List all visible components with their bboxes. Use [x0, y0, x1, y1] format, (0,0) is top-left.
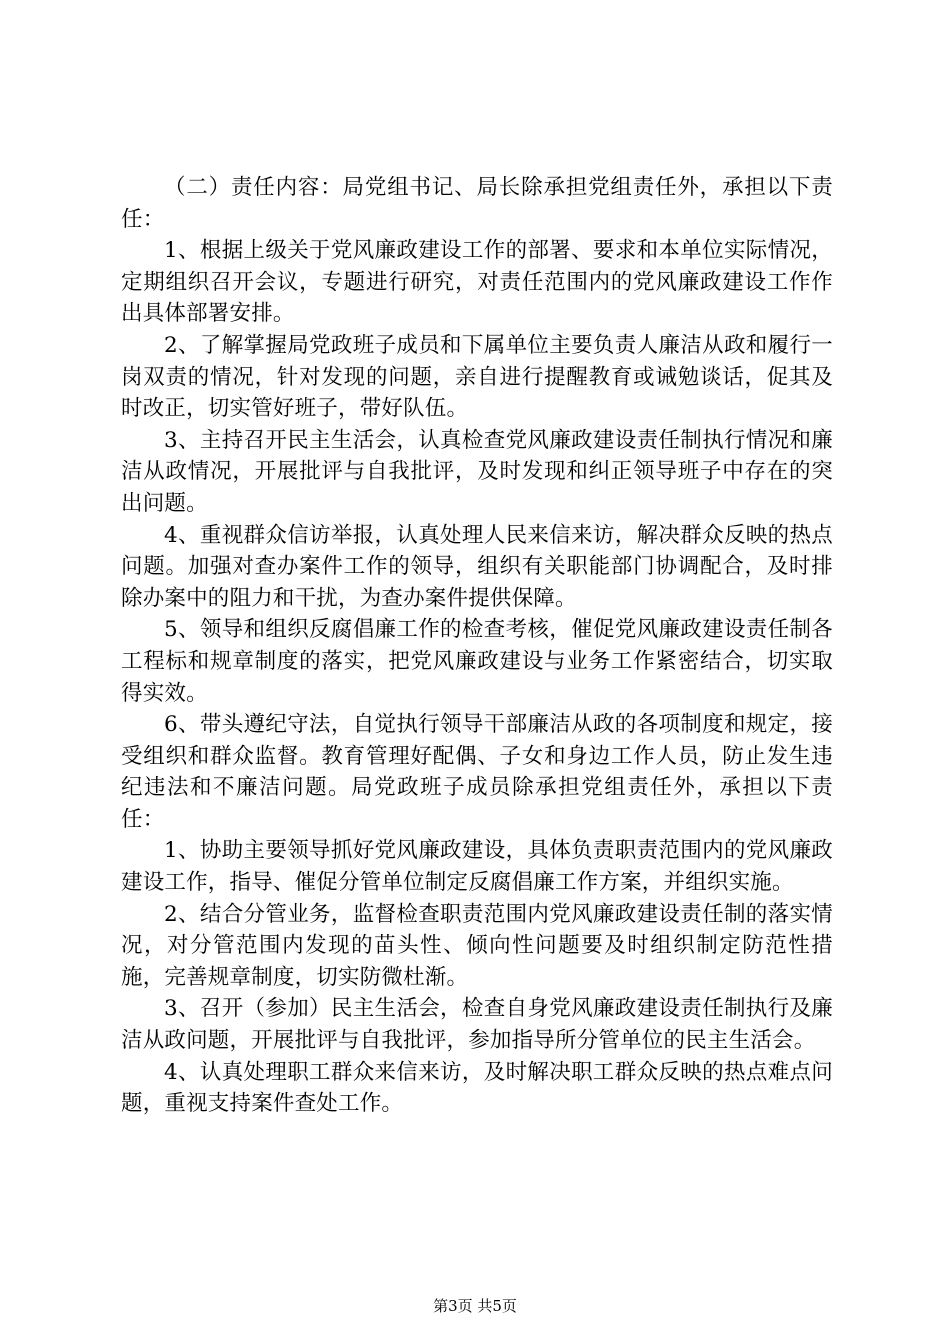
paragraph-item: 2、了解掌握局党政班子成员和下属单位主要负责人廉洁从政和履行一岗双责的情况，针对发现的问题，亲自进行提醒教育或诫勉谈话，促其及时改正，切实管好班子，带好队伍。 [121, 332, 833, 422]
paragraph-item: 3、主持召开民主生活会，认真检查党风廉政建设责任制执行情况和廉洁从政情况，开展批评与自我批评，及时发现和纠正领导班子中存在的突出问题。 [121, 427, 833, 516]
document-body [121, 172, 833, 1120]
paragraph-item: 5、领导和组织反腐倡廉工作的检查考核，催促党风廉政建设责任制各工程标和规章制度的落实，把党风廉政建设与业务工作紧密结合，切实取得实效。 [121, 617, 833, 706]
paragraph-item: 1、协助主要领导抓好党风廉政建设，具体负责职责范围内的党风廉政建设工作，指导、催促分管单位制定反腐倡廉工作方案，并组织实施。 [121, 838, 833, 896]
paragraph-item: 1、根据上级关于党风廉政建设工作的部署、要求和本单位实际情况，定期组织召开会议，专题进行研究，对责任范围内的党风廉政建设工作作出具体部署安排。 [121, 238, 833, 327]
paragraph-item: 2、结合分管业务，监督检查职责范围内党风廉政建设责任制的落实情况，对分管范围内发现的苗头性、倾向性问题要及时组织制定防范性措施，完善规章制度，切实防微杜渐。 [121, 901, 833, 990]
paragraph-item: 3、召开（参加）民主生活会，检查自身党风廉政建设责任制执行及廉洁从政问题，开展批评与自我批评，参加指导所分管单位的民主生活会。 [121, 996, 833, 1054]
paragraph-section-heading: （二）责任内容：局党组书记、局长除承担党组责任外，承担以下责任： [121, 175, 833, 232]
paragraph-item: 4、重视群众信访举报，认真处理人民来信来访，解决群众反映的热点问题。加强对查办案件工作的领导，组织有关职能部门协调配合，及时排除办案中的阻力和干扰，为查办案件提供保障。 [121, 522, 833, 611]
paragraph-item: 6、带头遵纪守法，自觉执行领导干部廉洁从政的各项制度和规定，接受组织和群众监督。教育管理好配偶、子女和身边工作人员，防止发生违纪违法和不廉洁问题。局党政班子成员除承担党组责任外，承担以下责任： [121, 712, 833, 832]
paragraph-item: 4、认真处理职工群众来信来访，及时解决职工群众反映的热点难点问题，重视支持案件查处工作。 [121, 1059, 833, 1117]
page-number-footer: 第3页 共5页 [433, 1297, 517, 1315]
